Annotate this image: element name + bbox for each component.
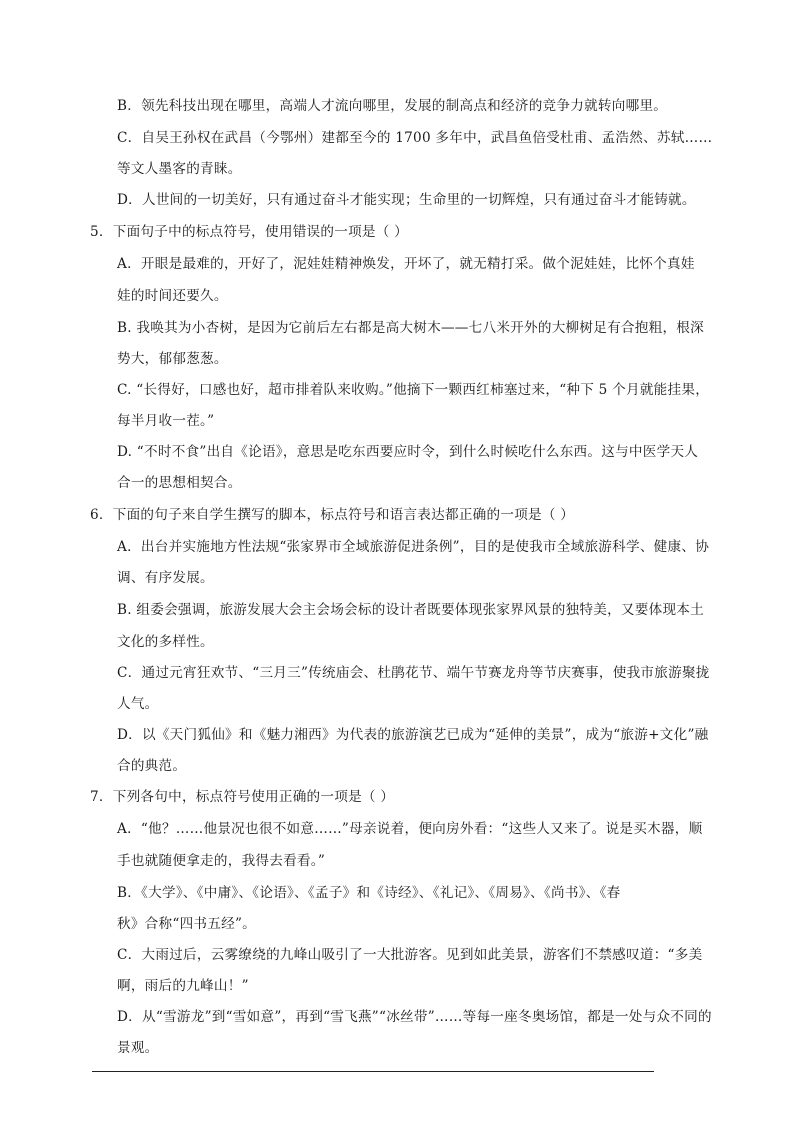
option-line: C．通过元宵狂欢节、“三月三”传统庙会、杜鹃花节、端午节赛龙舟等节庆赛事，使我市旅游聚拢 bbox=[117, 665, 710, 681]
option-line: A．出台并实施地方性法规“张家界市全域旅游促进条例”，目的是使我市全域旅游科学、健康、协 bbox=[117, 539, 710, 555]
option-line: 娃的时间还要久。 bbox=[117, 288, 228, 304]
option-line: B．领先科技出现在哪里，高端人才流向哪里，发展的制高点和经济的竞争力就转向哪里。 bbox=[117, 98, 668, 114]
question-line: 5．下面句子中的标点符号，使用错误的一项是（ ） bbox=[90, 224, 409, 240]
option-line: 秋》合称“四书五经”。 bbox=[117, 916, 256, 932]
option-line: 势大，郁郁葱葱。 bbox=[117, 351, 228, 367]
option-line: 每半月收一茬。” bbox=[117, 413, 215, 429]
option-line: D．从“雪游龙”到“雪如意”，再到“雪飞燕”“冰丝带”……等每一座冬奥场馆，都是一处与众不同的 bbox=[117, 1009, 712, 1025]
option-line: 等文人墨客的青睐。 bbox=[117, 161, 242, 177]
option-line: B. 我唤其为小杏树，是因为它前后左右都是高大树木——七八米开外的大柳树足有合抱粗，根深 bbox=[117, 320, 704, 336]
option-line: 手也就随便拿走的，我得去看看。” bbox=[117, 853, 326, 869]
option-line: C．自吴王孙权在武昌（今鄂州）建都至今的 1700 多年中，武昌鱼倍受杜甫、孟浩然、苏轼…… bbox=[117, 130, 713, 146]
option-line: 合一的思想相契合。 bbox=[117, 475, 242, 491]
option-line: 景观。 bbox=[117, 1040, 159, 1056]
option-line: B．《大学》、《中庸》、《论语》、《孟子》和《诗经》、《礼记》、《周易》、《尚书》、《春 bbox=[117, 885, 621, 901]
option-line: 文化的多样性。 bbox=[117, 634, 214, 650]
option-line: 人气。 bbox=[117, 696, 159, 712]
option-line: A．开眼是最难的，开好了，泥娃娃精神焕发，开坏了，就无精打采。做个泥娃娃，比怀个真娃 bbox=[117, 256, 695, 272]
option-line: D. “不时不食”出自《论语》，意思是吃东西要应时令，到什么时候吃什么东西。这与中医学天人 bbox=[117, 444, 699, 460]
option-line: 调、有序发展。 bbox=[117, 570, 214, 586]
option-line: D．人世间的一切美好，只有通过奋斗才能实现；生命里的一切辉煌，只有通过奋斗才能铸就。 bbox=[117, 192, 696, 208]
question-line: 7．下列各句中，标点符号使用正确的一项是（ ） bbox=[90, 789, 395, 805]
footer-rule bbox=[92, 1071, 654, 1072]
option-line: D．以《天门狐仙》和《魅力湘西》为代表的旅游演艺已成为“延伸的美景”，成为“旅游+文化”融 bbox=[117, 727, 709, 743]
option-line: 合的典范。 bbox=[117, 758, 187, 774]
option-line: C. “长得好，口感也好，超市排着队来收购。”他摘下一颗西红柿塞过来，“种下 5 个月就能挂果， bbox=[117, 382, 710, 398]
option-line: B. 组委会强调，旅游发展大会主会场会标的设计者既要体现张家界风景的独特美，又要体现本土 bbox=[117, 602, 704, 618]
question-line: 6．下面的句子来自学生撰写的脚本，标点符号和语言表达都正确的一项是（ ） bbox=[90, 507, 575, 523]
option-line: C．大雨过后，云雾缭绕的九峰山吸引了一大批游客。见到如此美景，游客们不禁感叹道：“多美 bbox=[117, 947, 703, 963]
option-line: 啊，雨后的九峰山！” bbox=[117, 978, 249, 994]
option-line: A．“他？……他景况也很不如意……”母亲说着，便向房外看：“这些人又来了。说是买木器，顺 bbox=[117, 821, 703, 837]
